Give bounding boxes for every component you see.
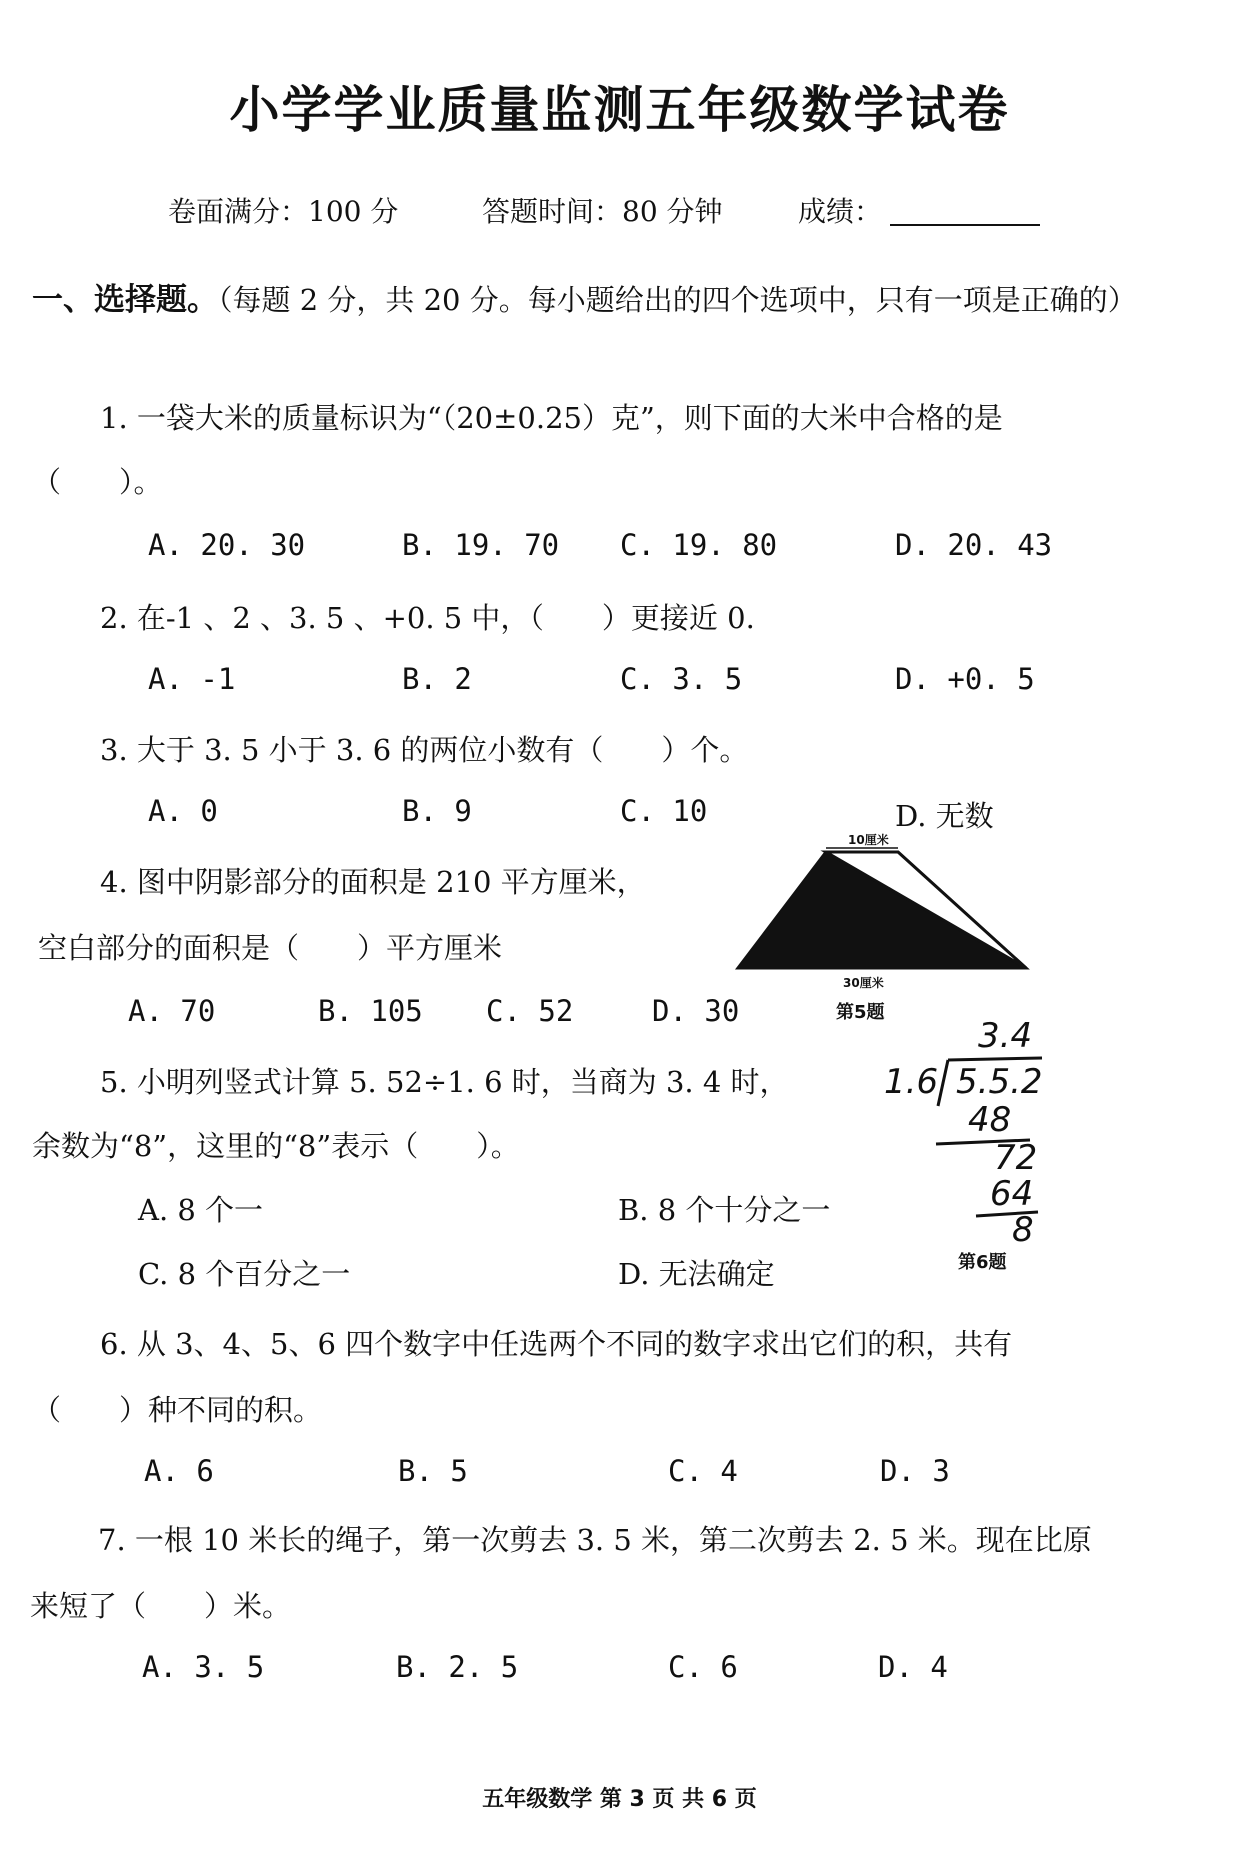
trapezoid-figure bbox=[730, 828, 1040, 978]
exam-title: 小学学业质量监测五年级数学试卷 bbox=[229, 80, 1010, 139]
q6-option-c[interactable]: C. 4 bbox=[668, 1454, 738, 1488]
q2-option-c[interactable]: C. 3. 5 bbox=[620, 662, 743, 696]
q5-stem-line2: 余数为“8”，这里的“8”表示（ ）。 bbox=[32, 1129, 520, 1163]
q4-option-c[interactable]: C. 52 bbox=[486, 994, 574, 1028]
q6-stem-line1: 6. 从 3、4、5、6 四个数字中任选两个不同的数字求出它们的积，共有 bbox=[100, 1327, 1013, 1361]
division-remainder: 8 bbox=[1012, 1210, 1034, 1250]
top-length-label: 10厘米 bbox=[848, 833, 889, 847]
division-step2: 72 bbox=[994, 1138, 1038, 1178]
figure-6-caption: 第6题 bbox=[958, 1252, 1007, 1273]
q5-option-b[interactable]: B. 8 个十分之一 bbox=[618, 1193, 831, 1227]
q7-stem-line1: 7. 一根 10 米长的绳子，第一次剪去 3. 5 米，第二次剪去 2. 5 米。现在比原 bbox=[98, 1523, 1092, 1557]
q1-option-a[interactable]: A. 20. 30 bbox=[148, 528, 306, 562]
q5-option-d[interactable]: D. 无法确定 bbox=[618, 1257, 775, 1291]
q6-option-d[interactable]: D. 3 bbox=[880, 1454, 950, 1488]
q4-stem-line1: 4. 图中阴影部分的面积是 210 平方厘米， bbox=[100, 865, 646, 899]
q3-option-a[interactable]: A. 0 bbox=[148, 794, 218, 828]
q4-stem-line2: 空白部分的面积是（ ）平方厘米 bbox=[38, 931, 503, 965]
q7-option-d[interactable]: D. 4 bbox=[878, 1650, 948, 1684]
division-lines bbox=[880, 1054, 1060, 1224]
q7-option-c[interactable]: C. 6 bbox=[668, 1650, 738, 1684]
q6-stem-line2: （ ）种不同的积。 bbox=[32, 1393, 323, 1427]
q6-option-b[interactable]: B. 5 bbox=[398, 1454, 468, 1488]
q5-option-a[interactable]: A. 8 个一 bbox=[138, 1193, 264, 1227]
score-label: 成绩： bbox=[798, 195, 883, 228]
q1-stem-line2: （ ）。 bbox=[32, 465, 163, 499]
q1-option-b[interactable]: B. 19. 70 bbox=[402, 528, 560, 562]
q2-option-a[interactable]: A. -1 bbox=[148, 662, 236, 696]
q2-option-b[interactable]: B. 2 bbox=[402, 662, 472, 696]
q4-option-d[interactable]: D. 30 bbox=[652, 994, 740, 1028]
q7-stem-line2: 来短了（ ）米。 bbox=[30, 1589, 292, 1623]
section-instruction: （每题 2 分，共 20 分。每小题给出的四个选项中，只有一项是正确的） bbox=[218, 283, 1137, 317]
q3-option-b[interactable]: B. 9 bbox=[402, 794, 472, 828]
q3-stem: 3. 大于 3. 5 小于 3. 6 的两位小数有（ ）个。 bbox=[100, 733, 749, 767]
division-dividend: 5.5.2 bbox=[956, 1062, 1043, 1102]
q5-stem-line1: 5. 小明列竖式计算 5. 52÷1. 6 时，当商为 3. 4 时， bbox=[100, 1065, 789, 1099]
q4-option-a[interactable]: A. 70 bbox=[128, 994, 216, 1028]
page-footer: 五年级数学 第 3 页 共 6 页 bbox=[482, 1787, 757, 1812]
full-score: 卷面满分：100 分 bbox=[168, 195, 399, 228]
q2-stem: 2. 在-1 、2 、3. 5 、+0. 5 中，（ ）更接近 0. bbox=[100, 601, 755, 635]
q3-option-d[interactable]: D. 无数 bbox=[895, 799, 994, 833]
q1-stem-line1: 1. 一袋大米的质量标识为“（20±0.25）克”，则下面的大米中合格的是 bbox=[100, 401, 1003, 435]
q1-option-c[interactable]: C. 19. 80 bbox=[620, 528, 778, 562]
q2-option-d[interactable]: D. +0. 5 bbox=[895, 662, 1035, 696]
q3-option-c[interactable]: C. 10 bbox=[620, 794, 708, 828]
q6-option-a[interactable]: A. 6 bbox=[144, 1454, 214, 1488]
division-step3: 64 bbox=[990, 1174, 1034, 1214]
division-divisor: 1.6 bbox=[884, 1062, 939, 1102]
exam-time: 答题时间：80 分钟 bbox=[482, 195, 723, 228]
q7-option-a[interactable]: A. 3. 5 bbox=[142, 1650, 265, 1684]
score-blank[interactable] bbox=[890, 224, 1040, 226]
section-title: 一、选择题。 bbox=[32, 282, 218, 318]
division-step1: 48 bbox=[968, 1100, 1012, 1140]
section-heading bbox=[32, 272, 1202, 328]
q4-option-b[interactable]: B. 105 bbox=[318, 994, 423, 1028]
q7-option-b[interactable]: B. 2. 5 bbox=[396, 1650, 519, 1684]
division-quotient: 3.4 bbox=[978, 1016, 1033, 1056]
q1-option-d[interactable]: D. 20. 43 bbox=[895, 528, 1053, 562]
q5-option-c[interactable]: C. 8 个百分之一 bbox=[138, 1257, 351, 1291]
bottom-length-label: 30厘米 bbox=[843, 976, 884, 990]
figure-5-caption: 第5题 bbox=[836, 1002, 885, 1023]
